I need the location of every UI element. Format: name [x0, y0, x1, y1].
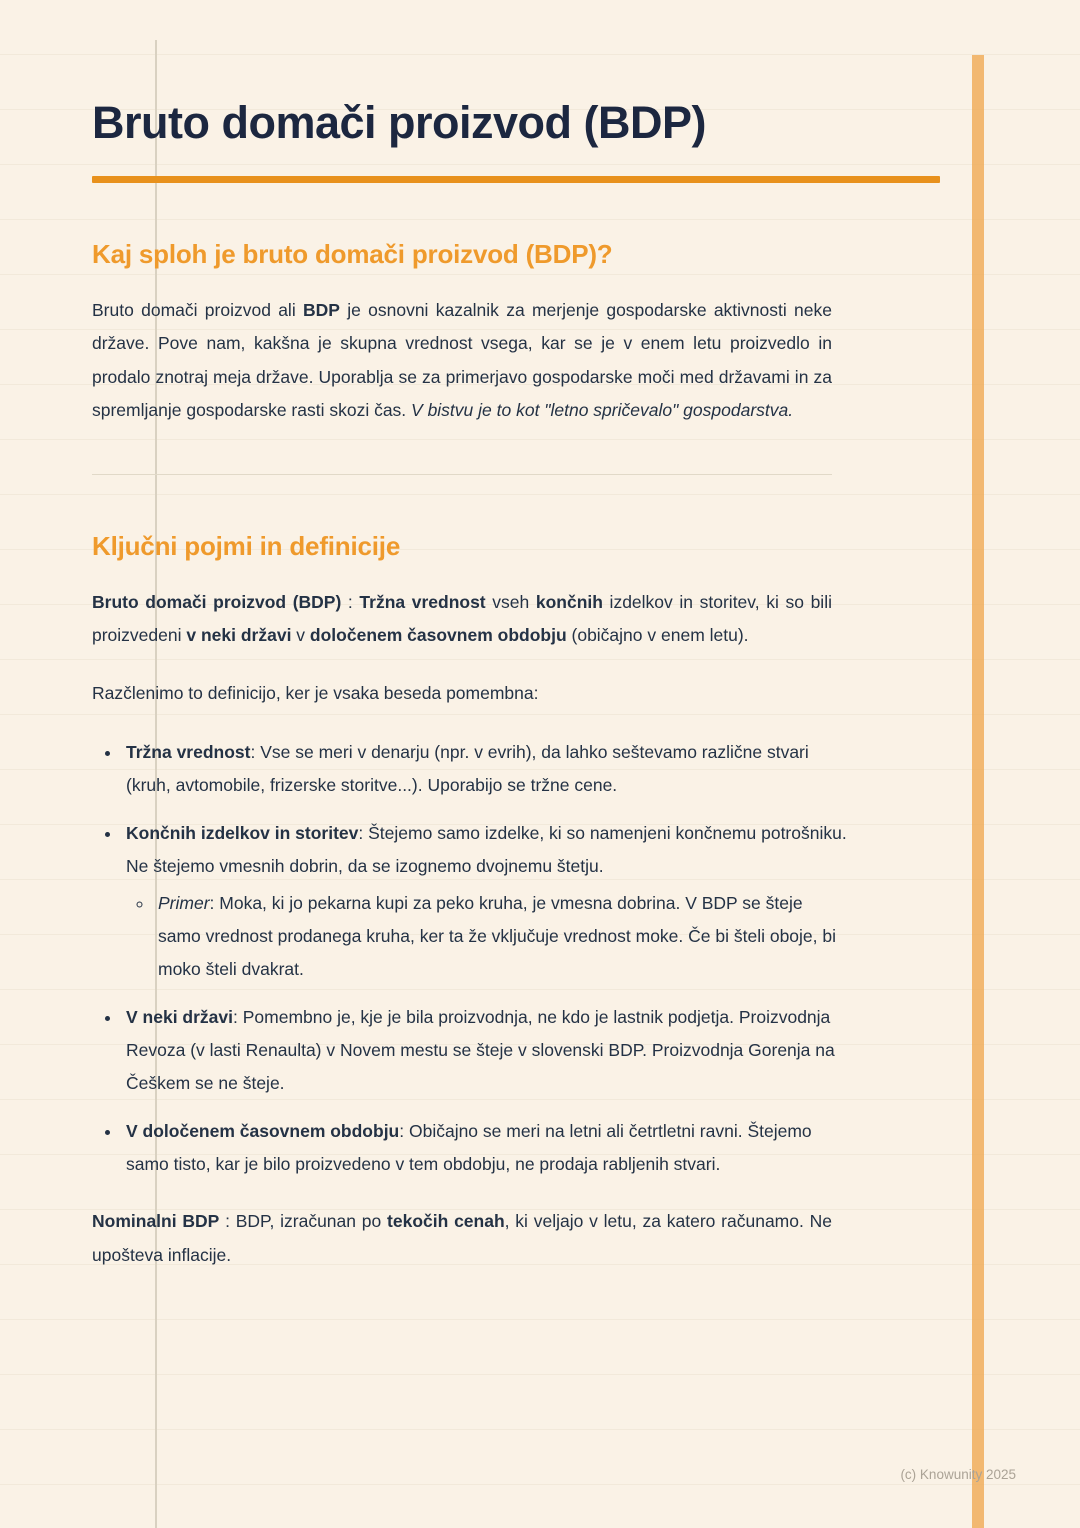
list-item-final-goods-text: Končnih izdelkov in storitev: Štejemo samo izdelke, ki so namenjeni končnemu potrošniku. Ne štejemo vmesnih dobrin, da se izognemo dvojnemu štetju. [126, 823, 847, 876]
section-heading-concepts: Ključni pojmi in definicije [92, 530, 401, 561]
title-underline [92, 176, 940, 183]
concept-list [92, 736, 848, 1181]
list-item-final-goods [122, 817, 848, 986]
list-item-in-country: • V neki državi: Pomembno je, kje je bila proizvodnja, ne kdo je lastnik podjetja. Proizvodnja Revoza (v lasti Renaulta) v Novem mestu se šteje v slovenski BDP. Proizvodnja Gorenja na Češkem se ne šteje. [122, 1001, 848, 1100]
section-divider [92, 474, 832, 475]
list-lead-paragraph: Razčlenimo to definicijo, ker je vsaka beseda pomembna: [92, 682, 539, 703]
definition-paragraph: Bruto domači proizvod (BDP) : Tržna vrednost vseh končnih izdelkov in storitev, ki so bili proizvedeni v neki državi v določenem časovnem obdobju (običajno v enem letu). [92, 591, 832, 645]
accent-stripe [972, 55, 984, 1528]
intro-paragraph: Bruto domači proizvod ali BDP je osnovni kazalnik za merjenje gospodarske aktivnosti neke države. Pove nam, kakšna je skupna vrednost vsega, kar se je v enem letu proizvedlo in prodalo znotraj meja države. Uporablja se za primerjavo gospodarske moči med državami in za spremljanje gospodarske rasti skozi čas. V bistvu je to kot "letno spričevalo" gospodarstva. [92, 299, 832, 420]
section-heading-intro: Kaj sploh je bruto domači proizvod (BDP)? [92, 238, 613, 269]
list-item-market-value: • Tržna vrednost: Vse se meri v denarju (npr. v evrih), da lahko seštevamo različne stvari (kruh, avtomobile, frizerske storitve...). Uporabijo se tržne cene. [122, 736, 848, 802]
footer-credit: (c) Knowunity 2025 [900, 1467, 1016, 1482]
list-item-time-period: • V določenem časovnem obdobju: Običajno se meri na letni ali četrtletni ravni. Štejemo samo tisto, kar je bilo proizvedeno v tem obdobju, ne prodaja rabljenih stvari. [122, 1115, 848, 1181]
example-sub-list [126, 887, 848, 986]
sub-list-item-example: ◦ Primer: Moka, ki jo pekarna kupi za peko kruha, je vmesna dobrina. V BDP se šteje samo vrednost prodanega kruha, ker ta že vključuje vrednost moke. Če bi šteli oboje, bi moko šteli dvakrat. [154, 887, 848, 986]
document-page [92, 0, 940, 1272]
page-title: Bruto domači proizvod (BDP) [92, 97, 706, 148]
nominal-paragraph: Nominalni BDP : BDP, izračunan po tekočih cenah, ki veljajo v letu, za katero računamo. Ne upošteva inflacije. [92, 1211, 832, 1265]
